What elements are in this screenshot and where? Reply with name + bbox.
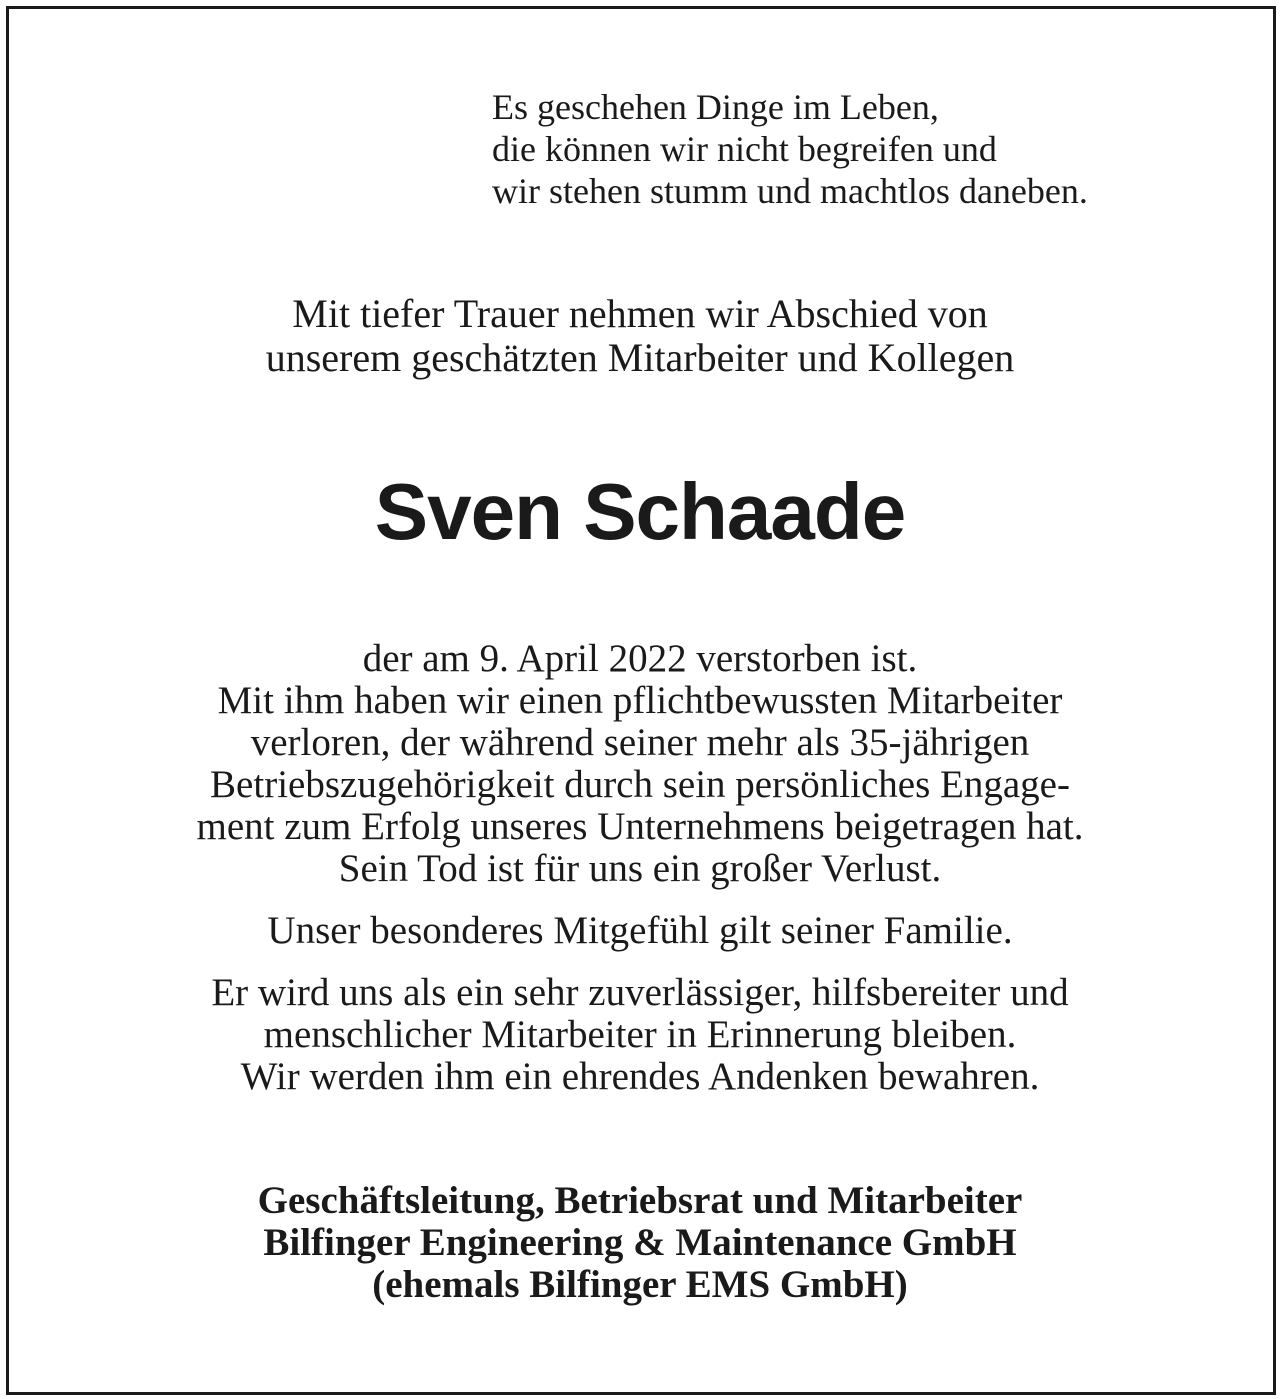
message-line: Wir werden ihm ein ehrendes Andenken bewahren.: [240, 1055, 1040, 1098]
intro-text: [0, 292, 1280, 380]
message-line: Unser besonderes Mitgefühl gilt seiner Familie.: [267, 909, 1013, 952]
message-paragraph-2: [0, 910, 1280, 952]
signature-line: Bilfinger Engineering & Maintenance GmbH: [263, 1221, 1017, 1264]
intro-line: unserem geschätzten Mitarbeiter und Kollegen: [265, 335, 1015, 380]
message-paragraph-3: [0, 972, 1280, 1098]
signature-line: Geschäftsleitung, Betriebsrat und Mitarbeiter: [257, 1179, 1023, 1222]
poem-line: die können wir nicht begreifen und: [492, 129, 997, 169]
message-line: Mit ihm haben wir einen pflichtbewussten Mitarbeiter: [217, 679, 1063, 722]
poem-line: wir stehen stumm und machtlos daneben.: [492, 171, 1088, 211]
message-line: Er wird uns als ein sehr zuverlässiger, hilfsbereiter und: [211, 971, 1069, 1014]
message-line: der am 9. April 2022 verstorben ist.: [362, 637, 918, 680]
message-line: menschlicher Mitarbeiter in Erinnerung bleiben.: [263, 1013, 1017, 1056]
message-line: verloren, der während seiner mehr als 35-jährigen: [250, 721, 1030, 764]
paragraph-spacer: [0, 890, 1280, 910]
deceased-name: Sven Schaade: [374, 467, 906, 556]
message-body: [0, 638, 1280, 1098]
poem-verse: [492, 86, 1088, 212]
message-line: Betriebszugehörigkeit durch sein persönliches Engage-: [210, 763, 1070, 806]
paragraph-spacer: [0, 952, 1280, 972]
intro-line: Mit tiefer Trauer nehmen wir Abschied von: [292, 291, 988, 336]
message-line: ment zum Erfolg unseres Unternehmens beigetragen hat.: [196, 805, 1084, 848]
signature-line: (ehemals Bilfinger EMS GmbH): [372, 1263, 908, 1306]
signature-block: [0, 1180, 1280, 1306]
message-paragraph-1: [0, 638, 1280, 890]
poem-line: Es geschehen Dinge im Leben,: [492, 87, 939, 127]
message-line: Sein Tod ist für uns ein großer Verlust.: [338, 847, 942, 890]
